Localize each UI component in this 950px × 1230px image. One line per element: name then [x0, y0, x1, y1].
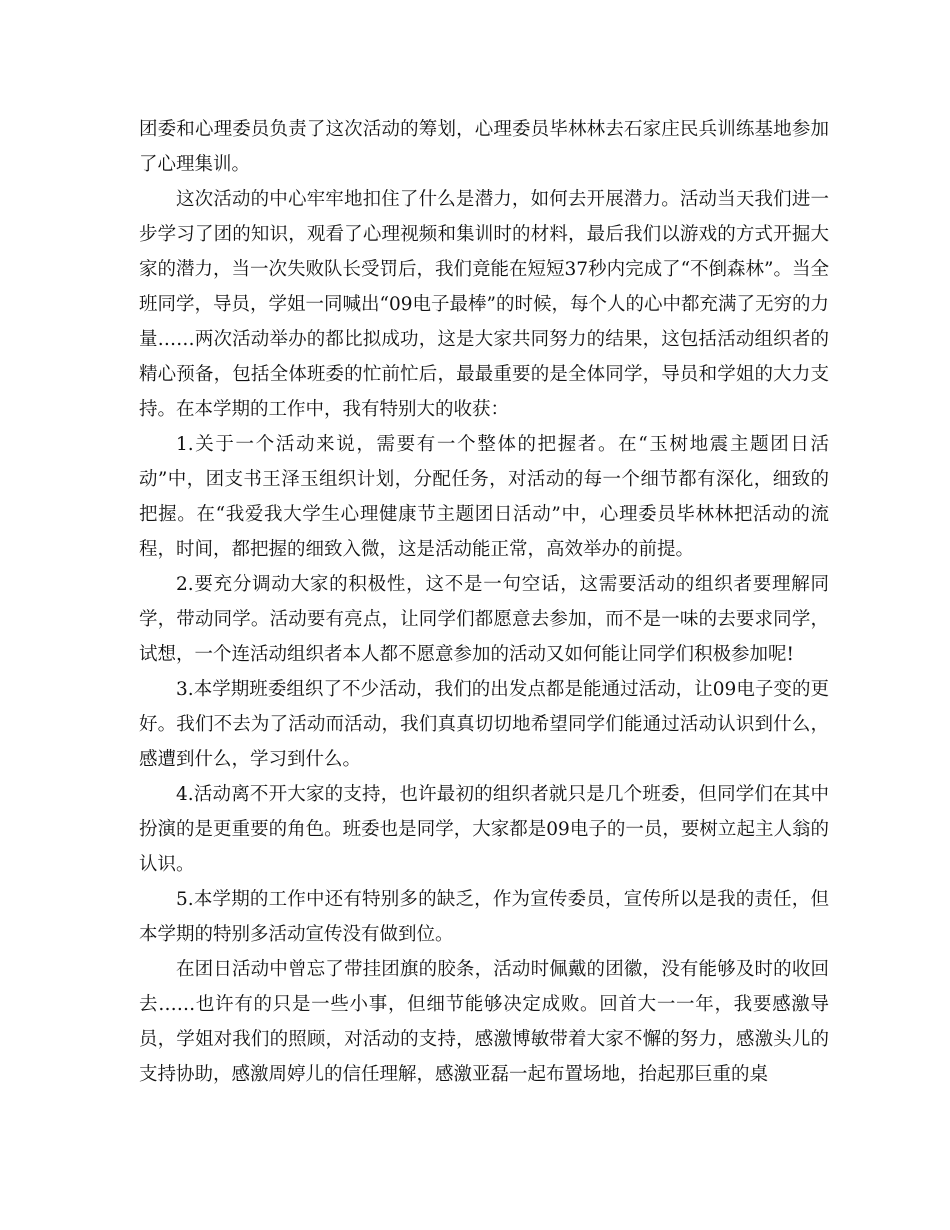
paragraph-3: 1.关于一个活动来说，需要有一个整体的把握者。在“玉树地震主题团日活动”中，团支书王泽玉组织计划，分配任务，对活动的每一个细节都有深化，细致的把握。在“我爱我大学生心理健康节主题团日活动”中，心理委员毕林林把活动的流程，时间，都把握的细致入微，这是活动能正常，高效举办的前提。: [139, 434, 829, 560]
paragraph-5: 3.本学期班委组织了不少活动，我们的出发点都是能通过活动，让09电子变的更好。我们不去为了活动而活动，我们真真切切地希望同学们能通过活动认识到什么，感遭到什么，学习到什么。: [139, 679, 829, 770]
paragraph-6: 4.活动离不开大家的支持，也许最初的组织者就只是几个班委，但同学们在其中扮演的是更重要的角色。班委也是同学，大家都是09电子的一员，要树立起主人翁的认识。: [139, 784, 829, 875]
paragraph-2: 这次活动的中心牢牢地扣住了什么是潜力，如何去开展潜力。活动当天我们进一步学习了团的知识，观看了心理视频和集训时的材料，最后我们以游戏的方式开掘大家的潜力，当一次失败队长受罚后，我们竟能在短短37秒内完成了“不倒森林”。当全班同学，导员，学姐一同喊出“09电子最棒”的时候，每个人的心中都充满了无穷的力量……两次活动举办的都比拟成功，这是大家共同努力的结果，这包括活动组织者的精心预备，包括全体班委的忙前忙后，最最重要的是全体同学，导员和学姐的大力支持。在本学期的工作中，我有特别大的收获：: [139, 189, 829, 420]
paragraph-7: 5.本学期的工作中还有特别多的缺乏，作为宣传委员，宣传所以是我的责任，但本学期的特别多活动宣传没有做到位。: [139, 889, 829, 945]
paragraph-8: 在团日活动中曾忘了带挂团旗的胶条，活动时佩戴的团徽，没有能够及时的收回去……也许有的只是一些小事，但细节能够决定成败。回首大一一年，我要感激导员，学姐对我们的照顾，对活动的支持，感激博敏带着大家不懈的努力，感激头儿的支持协助，感激周婷儿的信任理解，感激亚磊一起布置场地，抬起那巨重的桌: [139, 959, 829, 1085]
document-body: [139, 112, 829, 1092]
paragraph-1: 团委和心理委员负责了这次活动的筹划，心理委员毕林林去石家庄民兵训练基地参加了心理集训。: [139, 119, 829, 175]
paragraph-4: 2.要充分调动大家的积极性，这不是一句空话，这需要活动的组织者要理解同学，带动同学。活动要有亮点，让同学们都愿意去参加，而不是一味的去要求同学，试想，一个连活动组织者本人都不愿意参加的活动又如何能让同学们积极参加呢!: [139, 574, 829, 665]
